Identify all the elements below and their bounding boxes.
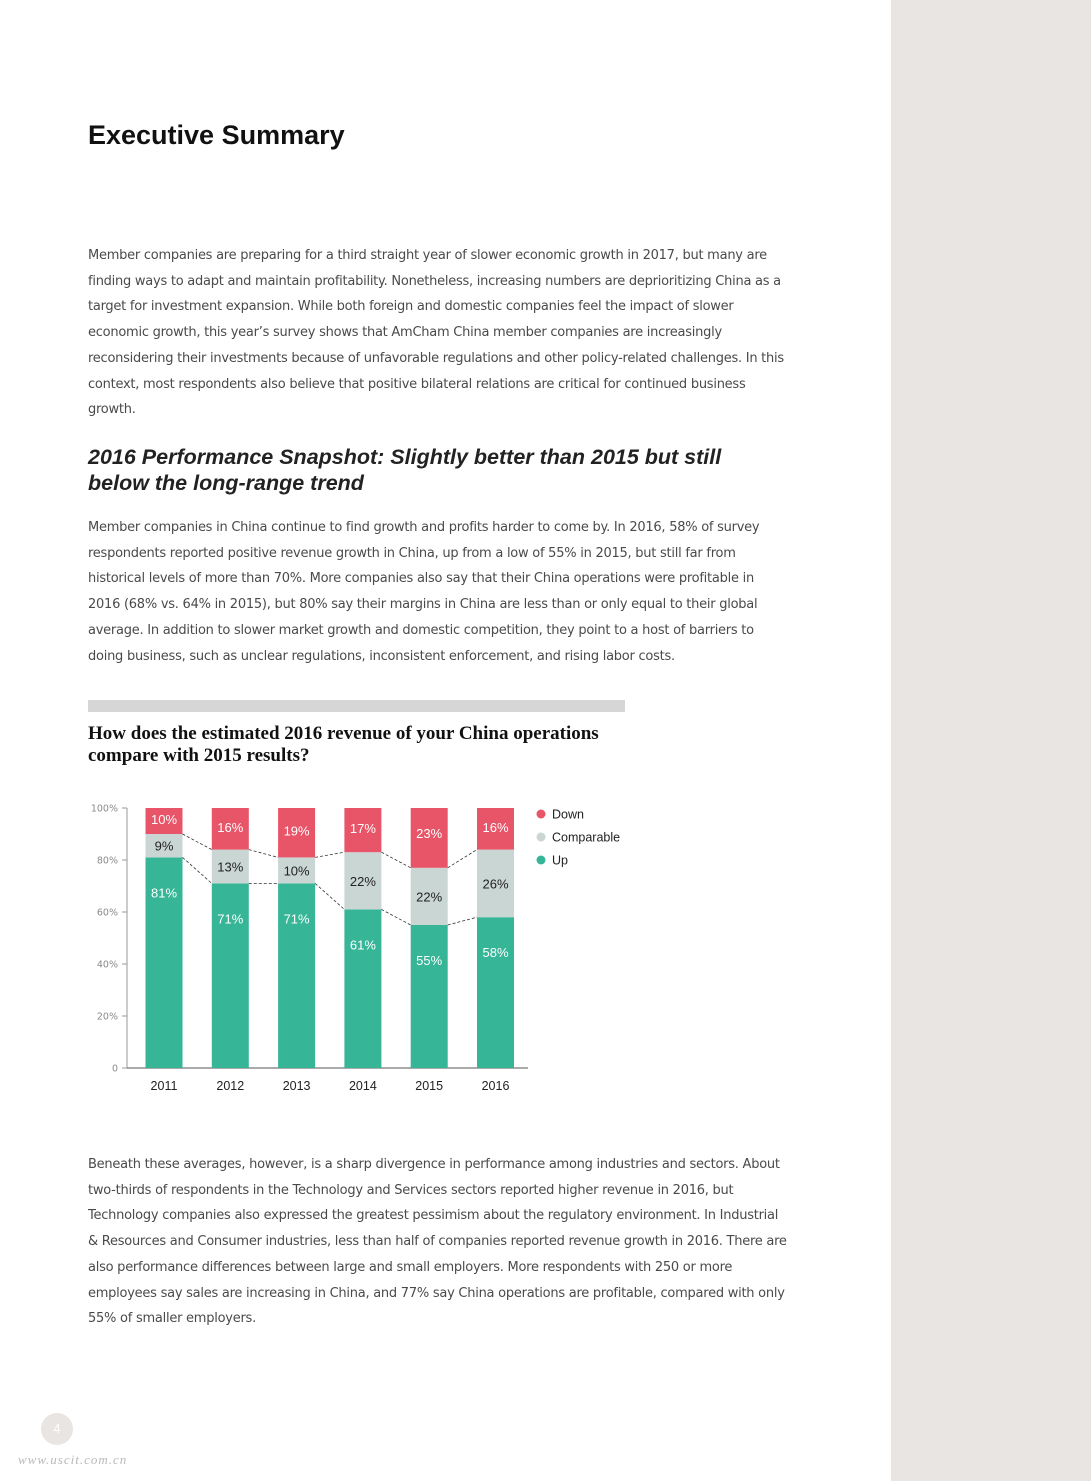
data-label-down-2016: 16% xyxy=(482,819,509,835)
x-tick-label: 2015 xyxy=(415,1079,444,1093)
x-tick-label: 2011 xyxy=(150,1079,178,1093)
connector-up-line xyxy=(448,917,477,925)
data-label-down-2014: 17% xyxy=(349,821,376,837)
right-margin-panel xyxy=(891,0,1091,1481)
bar-up-2016 xyxy=(477,917,514,1068)
bar-up-2015 xyxy=(411,925,448,1068)
connector-comparable-line xyxy=(381,852,410,868)
data-label-up-2015: 55% xyxy=(416,953,443,968)
data-label-comparable-2012: 13% xyxy=(217,859,244,875)
data-label-down-2011: 10% xyxy=(150,812,178,827)
data-label-comparable-2016: 26% xyxy=(482,876,509,892)
connector-up-line xyxy=(183,857,212,883)
data-label-up-2012: 71% xyxy=(217,911,244,927)
y-tick-label: 0 xyxy=(111,1063,118,1075)
data-label-down-2015: 23% xyxy=(416,826,443,841)
x-tick-label: 2012 xyxy=(216,1079,245,1093)
connector-up-line xyxy=(381,909,410,925)
data-label-up-2014: 61% xyxy=(349,937,376,953)
connector-comparable-line xyxy=(315,852,344,857)
divergence-paragraph: Beneath these averages, however, is a sharp divergence in performance among industries and sectors. About two-thirds of respondents in the Technology and Services sectors reported higher revenue in 2016, but Technology companies also expressed the greatest pessimism about the regulatory environment. In Industrial & Resources and Consumer industries, less than half of companies reported revenue growth in 2016. There are also performance differences between large and small employers. More respondents with 250 or more employees say sales are increasing in China, and 77% say China operations are profitable, compared with only 55% of smaller employers. xyxy=(88,1157,787,1327)
data-label-comparable-2015: 22% xyxy=(416,889,443,905)
x-tick-label: 2013 xyxy=(282,1079,311,1093)
connector-up-line xyxy=(315,883,344,909)
data-label-up-2016: 58% xyxy=(482,945,509,961)
legend-label-down: Down xyxy=(552,807,584,822)
performance-paragraph: Member companies in China continue to find growth and profits harder to come by. In 2016, 58% of survey respondents reported positive revenue growth in China, up from a low of 55% in 2015, but still far from historical levels of more than 70%. More companies also say that their China operations were profitable in 2016 (68% vs. 64% in 2015), but 80% say their margins in China are less than or only equal to their global average. In addition to slower market growth and domestic competition, they point to a host of barriers to doing business, such as unclear regulations, inconsistent enforcement, and rising labor costs. xyxy=(88,520,760,664)
x-tick-label: 2016 xyxy=(481,1079,510,1093)
data-label-down-2013: 19% xyxy=(283,823,310,839)
page-title: Executive Summary xyxy=(88,120,345,150)
data-label-comparable-2014: 22% xyxy=(349,873,376,889)
bar-up-2014 xyxy=(344,909,381,1068)
x-tick-label: 2014 xyxy=(348,1079,377,1093)
connector-comparable-line xyxy=(183,834,212,850)
page-number: 4 xyxy=(41,1413,73,1445)
legend-marker-comparable xyxy=(537,833,546,842)
y-tick-label: 60% xyxy=(96,907,118,919)
y-tick-label: 100% xyxy=(90,803,118,815)
legend-label-up: Up xyxy=(552,853,568,868)
legend-marker-down xyxy=(537,810,546,819)
data-label-up-2013: 71% xyxy=(283,911,310,927)
section-heading: 2016 Performance Snapshot: Slightly better than 2015 but still below the long-range trend xyxy=(88,445,722,495)
legend-marker-up xyxy=(537,856,546,865)
data-label-up-2011: 81% xyxy=(150,885,178,901)
y-tick-label: 40% xyxy=(96,959,118,971)
data-label-comparable-2011: 9% xyxy=(154,838,174,854)
data-label-comparable-2013: 10% xyxy=(283,863,310,879)
y-tick-label: 20% xyxy=(96,1011,118,1023)
legend-label-comparable: Comparable xyxy=(552,830,621,845)
y-tick-label: 80% xyxy=(96,855,118,867)
watermark: www.uscit.com.cn xyxy=(18,1452,128,1467)
chart-divider-bar xyxy=(88,700,625,712)
connector-comparable-line xyxy=(448,850,477,868)
intro-paragraph: Member companies are preparing for a third straight year of slower economic growth in 2017, but many are finding ways to adapt and maintain profitability. Nonetheless, increasing numbers are deprioritizing China as a target for investment expansion. While both foreign and domestic companies feel the impact of slower economic growth, this year’s survey shows that AmCham China member companies are increasingly reconsidering their investments because of unfavorable regulations and other policy-related challenges. In this context, most respondents also believe that positive bilateral relations are critical for continued business growth. xyxy=(88,248,784,418)
data-label-down-2012: 16% xyxy=(217,819,244,835)
revenue-comparison-chart xyxy=(80,795,640,1105)
connector-comparable-line xyxy=(249,850,278,858)
chart-title: How does the estimated 2016 revenue of your China operations compare with 2015 results? xyxy=(88,723,599,766)
